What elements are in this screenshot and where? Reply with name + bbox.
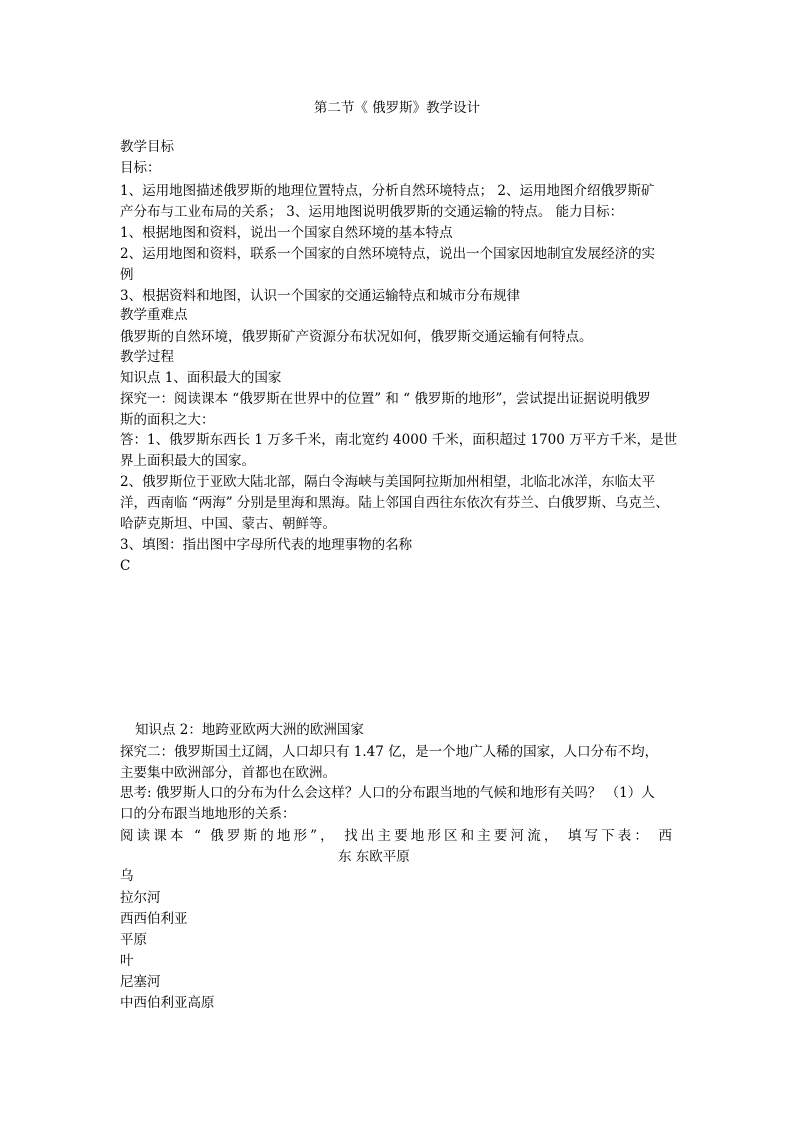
- ability-item-1: 1、根据地图和资料，说出一个国家自然环境的基本特点: [120, 225, 453, 241]
- ability-item-2-cont: 例: [120, 267, 134, 283]
- ability-item-3: 3、根据资料和地图，认识一个国家的交通运输特点和城市分布规律: [120, 288, 521, 304]
- list-item: 拉尔河: [120, 890, 161, 906]
- goal-line-2: 产分布与工业布局的关系； 3、运用地图说明俄罗斯的交通运输的特点。 能力目标：: [120, 204, 624, 220]
- explore-1-line-1: 探究一：阅读课本 “俄罗斯在世界中的位置” 和 “ 俄罗斯的地形”，尝试提出证据说明俄罗: [120, 391, 651, 407]
- goals-label: 目标：: [120, 160, 161, 176]
- heading-key-points: 教学重难点: [120, 307, 188, 323]
- list-item: 平原: [120, 932, 147, 948]
- answer-2-line-1: 2、俄罗斯位于亚欧大陆北部，隔白令海峡与美国阿拉斯加州相望，北临北冰洋，东临太平: [120, 474, 656, 490]
- list-item: 叶: [120, 953, 134, 969]
- east-european-plain-label: 东 东欧平原: [338, 849, 410, 865]
- explore-2-line-2: 主要集中欧洲部分，首都也在欧洲。: [120, 765, 336, 781]
- think-line-1: 思考: 俄罗斯人口的分布为什么会这样？人口的分布跟当地的气候和地形有关吗？ （1）人: [120, 785, 655, 801]
- heading-teaching-process: 教学过程: [120, 349, 174, 365]
- think-line-2: 口的分布跟当地地形的关系：: [120, 806, 296, 822]
- list-item: 西西伯利亚: [120, 911, 188, 927]
- read-instruction: 阅读课本 “ 俄罗斯的地形”， 找出主要地形区和主要河流， 填写下表： 西: [120, 828, 674, 844]
- knowledge-point-1-title: 知识点 1、面积最大的国家: [120, 370, 282, 386]
- explore-2-line-1: 探究二：俄罗斯国土辽阔，人口却只有 1.47 亿，是一个地广人稀的国家，人口分布不均，: [120, 744, 659, 760]
- list-item: 尼塞河: [120, 974, 161, 990]
- answer-1-line-1: 答：1、俄罗斯东西长 1 万多千米，南北宽约 4000 千米，面积超过 1700 万平方千米，是世: [120, 432, 678, 448]
- knowledge-point-2-title: 知识点 2：地跨亚欧两大洲的欧洲国家: [135, 722, 364, 738]
- list-item: 中西伯利亚高原: [120, 995, 215, 1011]
- page-title: 第二节《 俄罗斯》教学设计: [313, 100, 481, 116]
- list-item: 乌: [120, 868, 134, 884]
- answer-1-line-2: 界上面积最大的国家。: [120, 453, 255, 469]
- map-letter-c: C: [120, 558, 131, 574]
- heading-teaching-goals: 教学目标: [120, 139, 174, 155]
- answer-3-text: 3、填图：指出图中字母所代表的地理事物的名称: [120, 537, 413, 553]
- goal-line-1: 1、运用地图描述俄罗斯的地理位置特点，分析自然环境特点； 2、运用地图介绍俄罗斯矿: [120, 183, 655, 199]
- ability-item-2: 2、运用地图和资料，联系一个国家的自然环境特点，说出一个国家因地制宜发展经济的实: [120, 246, 656, 262]
- key-points-text: 俄罗斯的自然环境，俄罗斯矿产资源分布状况如何，俄罗斯交通运输有何特点。: [120, 329, 593, 345]
- answer-2-line-2: 洋，西南临 “两海” 分别是里海和黑海。陆上邻国自西往东依次有芬兰、白俄罗斯、乌克兰、: [120, 495, 669, 511]
- answer-2-line-3: 哈萨克斯坦、中国、蒙古、朝鲜等。: [120, 516, 336, 532]
- explore-1-line-2: 斯的面积之大：: [120, 412, 215, 428]
